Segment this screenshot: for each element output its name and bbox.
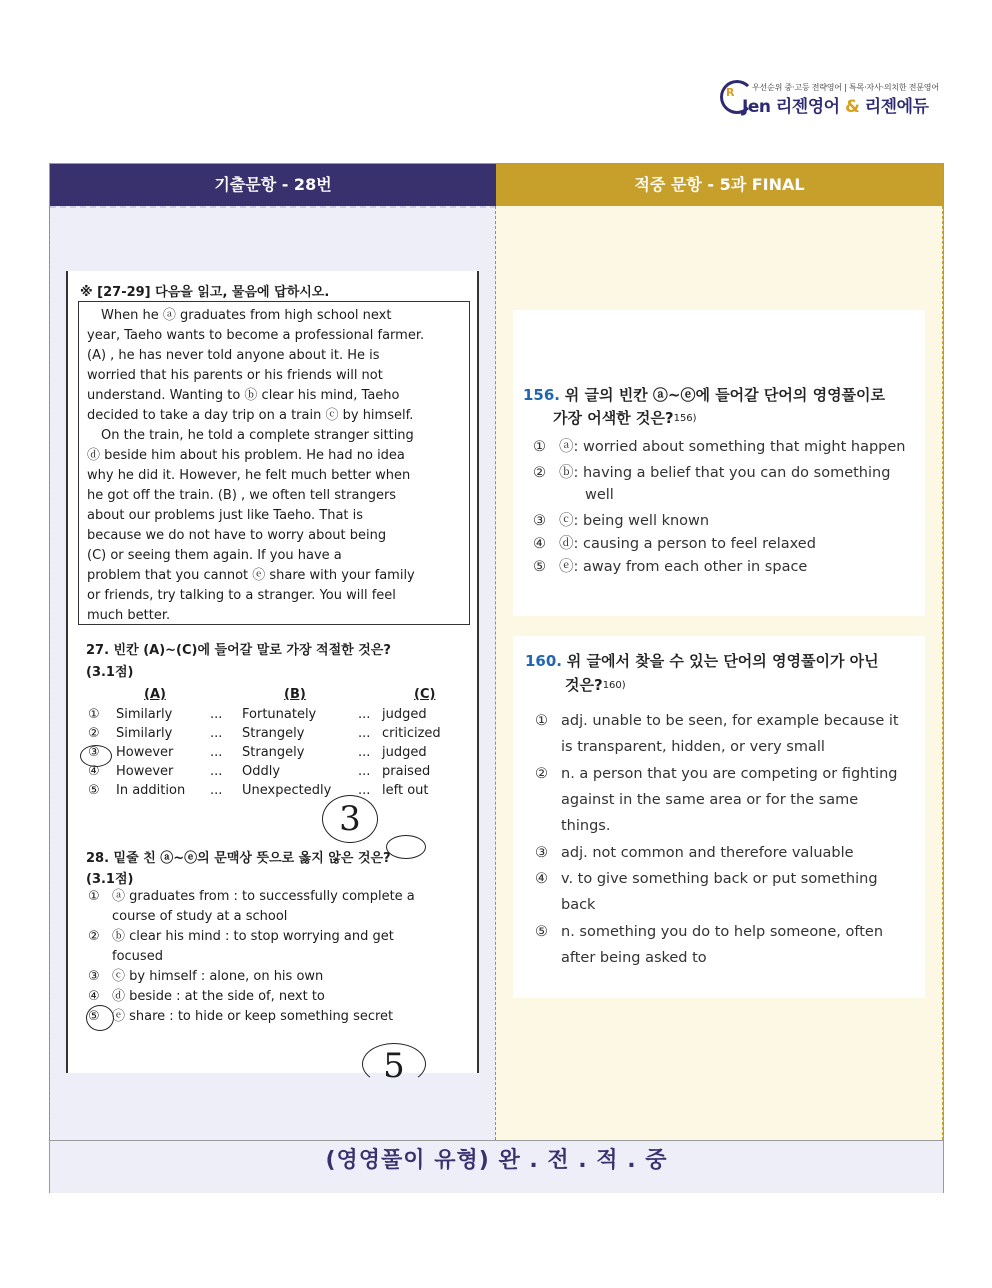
q28-points: (3.1점): [86, 872, 134, 887]
sheet-right-border: [477, 271, 479, 1073]
column-divider: [495, 206, 496, 1140]
logo-brand: [742, 92, 928, 117]
option-a: Similarly: [116, 707, 173, 722]
option-a: Similarly: [116, 726, 173, 741]
handwritten-circle-mark: [86, 1005, 114, 1031]
option-number: ⑤: [88, 1009, 100, 1024]
q27-header-a: (A): [144, 687, 166, 702]
option-text-cont: course of study at a school: [112, 909, 288, 924]
passage-line: decided to take a day trip on a train ⓒ by himself.: [87, 408, 414, 423]
q160-card: [513, 636, 925, 998]
q160-option: [535, 919, 883, 971]
option-b: Strangely: [242, 745, 305, 760]
option-c: left out: [382, 783, 429, 798]
q160-ref: 160): [602, 680, 626, 691]
q27-header-c: (C): [414, 687, 436, 702]
q160-option: [535, 761, 897, 839]
passage-line: problem that you cannot ⓔ share with your family: [87, 568, 415, 583]
q160-option: [535, 840, 854, 866]
option-b: Unexpectedly: [242, 783, 332, 798]
option-number: ③: [533, 513, 546, 529]
exam-instruction: ※ [27-29] 다음을 읽고, 물음에 답하시오.: [80, 285, 330, 300]
exam-sheet: [66, 271, 479, 1086]
q156-title-line1: 위 글의 빈칸 ⓐ~ⓔ에 들어갈 단어의 영영풀이로: [564, 386, 886, 404]
q156-title: [523, 384, 885, 407]
option-b: Oddly: [242, 764, 281, 779]
option-c: judged: [382, 707, 427, 722]
q156-number: 156.: [523, 386, 561, 404]
option-a: In addition: [116, 783, 186, 798]
option-number: ②: [88, 929, 100, 944]
logo-brand-name: Jen 리젠영어: [742, 97, 840, 117]
option-text-cont: is transparent, hidden, or very small: [561, 739, 825, 755]
option-number: ③: [535, 845, 548, 861]
passage-line: year, Taeho wants to become a professional farmer.: [87, 328, 425, 343]
q156-card: [513, 310, 925, 616]
q156-option: [533, 434, 905, 460]
option-text: ⓐ graduates from : to successfully complete a: [112, 889, 415, 904]
q160-option: [535, 866, 878, 918]
option-c: praised: [382, 764, 431, 779]
q160-title-line1: 위 글에서 찾을 수 있는 단어의 영영풀이가 아닌: [566, 652, 879, 670]
q156-title-2: [553, 407, 697, 430]
q156-option: [533, 460, 890, 508]
option-text: adj. unable to be seen, for example because it: [561, 713, 899, 729]
passage-line: or friends, try talking to a stranger. You will feel: [87, 588, 396, 603]
option-number: ①: [88, 707, 100, 722]
q156-ref: 156): [673, 413, 697, 424]
q160-option: [535, 708, 899, 760]
option-dots: ...: [210, 745, 223, 760]
option-text-cont: against in the same area or for the same: [561, 792, 859, 808]
option-text: n. a person that you are competing or fighting: [561, 766, 898, 782]
option-text-cont: things.: [561, 818, 611, 834]
option-text: n. something you do to help someone, often: [561, 924, 884, 940]
q27-points: (3.1점): [86, 665, 134, 680]
left-dashed-divider: [50, 206, 496, 208]
passage-line: about our problems just like Taeho. That is: [87, 508, 364, 523]
option-number: ①: [535, 713, 548, 729]
right-edge-divider: [942, 206, 943, 1140]
q156-title-line2: 가장 어색한 것은?: [553, 409, 674, 427]
option-text: v. to give something back or put something: [561, 871, 878, 887]
exam-passage: [78, 301, 470, 625]
option-text: ⓔ share : to hide or keep something secret: [112, 1009, 394, 1024]
option-number: ②: [88, 726, 100, 741]
option-dots: ...: [358, 745, 371, 760]
q160-title: [525, 650, 879, 673]
option-number: ④: [533, 536, 546, 552]
option-b: Fortunately: [242, 707, 317, 722]
passage-line: (C) or seeing them again. If you have a: [87, 548, 342, 563]
option-dots: ...: [358, 764, 371, 779]
option-dots: ...: [210, 726, 223, 741]
option-text-cont: after being asked to: [561, 950, 707, 966]
option-number: ③: [88, 969, 100, 984]
option-number: ④: [535, 871, 548, 887]
option-text: ⓒ: being well known: [559, 513, 710, 529]
q28-handwritten-answer: 5: [362, 1043, 426, 1085]
option-number: ⑤: [535, 924, 548, 940]
q27-handwritten-answer: 3: [322, 795, 378, 843]
passage-line: On the train, he told a complete stranger sitting: [101, 428, 414, 443]
passage-line: (A) , he has never told anyone about it. He is: [87, 348, 380, 363]
handwritten-circle-mark: [386, 835, 426, 859]
left-edge-divider: [49, 206, 50, 1140]
logo: [718, 78, 948, 118]
passage-line: much better.: [87, 608, 171, 623]
logo-tagline: 우선순위 중·고등 전략영어 | 특목·자사·의치한 전문영어: [752, 83, 939, 92]
option-dots: ...: [358, 783, 371, 798]
option-c: criticized: [382, 726, 441, 741]
q160-title-2: [565, 674, 626, 697]
option-number: ①: [533, 439, 546, 455]
sheet-left-border: [66, 271, 68, 1073]
passage-line: he got off the train. (B) , we often tell strangers: [87, 488, 397, 503]
option-text-cont: well: [585, 487, 614, 503]
q160-title-line2: 것은?: [565, 676, 603, 694]
option-dots: ...: [210, 764, 223, 779]
header-past-exam: 기출문항 - 28번: [50, 164, 496, 206]
option-text: ⓒ by himself : alone, on his own: [112, 969, 324, 984]
option-text: adj. not common and therefore valuable: [561, 845, 854, 861]
q27-title: 27. 빈칸 (A)~(C)에 들어갈 말로 가장 적절한 것은?: [86, 643, 391, 658]
logo-brand-amp: &: [845, 97, 860, 117]
q27-header-b: (B): [284, 687, 306, 702]
q160-number: 160.: [525, 652, 563, 670]
option-number: ⑤: [88, 783, 100, 798]
q28-title: 28. 밑줄 친 ⓐ~ⓔ의 문맥상 뜻으로 옳지 않은 것은?: [86, 851, 391, 866]
option-number: ①: [88, 889, 100, 904]
option-text-cont: back: [561, 897, 596, 913]
option-dots: ...: [358, 707, 371, 722]
option-text-cont: focused: [112, 949, 163, 964]
option-text: ⓑ clear his mind : to stop worrying and get: [112, 929, 394, 944]
option-dots: ...: [210, 707, 223, 722]
option-text: ⓔ: away from each other in space: [559, 559, 808, 575]
option-dots: ...: [210, 783, 223, 798]
option-text: ⓑ: having a belief that you can do something: [559, 465, 891, 481]
option-text: ⓐ: worried about something that might happen: [559, 439, 906, 455]
option-number: ③: [88, 745, 100, 760]
footer-banner: (영영풀이 유형) 완 . 전 . 적 . 중: [50, 1140, 943, 1193]
option-number: ⑤: [533, 559, 546, 575]
option-b: Strangely: [242, 726, 305, 741]
option-number: ②: [535, 766, 548, 782]
q156-option: [533, 554, 807, 580]
passage-line: understand. Wanting to ⓑ clear his mind, Taeho: [87, 388, 400, 403]
option-dots: ...: [358, 726, 371, 741]
option-number: ④: [88, 764, 100, 779]
option-number: ②: [533, 465, 546, 481]
passage-line: because we do not have to worry about being: [87, 528, 387, 543]
handwritten-circle-mark: [80, 745, 112, 767]
option-a: However: [116, 745, 174, 760]
passage-line: worried that his parents or his friends will not: [87, 368, 383, 383]
passage-line: When he ⓐ graduates from high school next: [101, 308, 392, 323]
option-text: ⓓ: causing a person to feel relaxed: [559, 536, 816, 552]
passage-line: ⓓ beside him about his problem. He had no idea: [87, 448, 405, 463]
option-number: ④: [88, 989, 100, 1004]
option-a: However: [116, 764, 174, 779]
logo-brand-sub: 리젠에듀: [864, 97, 929, 117]
header-hit-question: 적중 문항 - 5과 FINAL: [496, 164, 943, 206]
logo-r-mark: R: [726, 86, 735, 99]
option-c: judged: [382, 745, 427, 760]
option-text: ⓓ beside : at the side of, next to: [112, 989, 325, 1004]
passage-line: why he did it. However, he felt much better when: [87, 468, 411, 483]
